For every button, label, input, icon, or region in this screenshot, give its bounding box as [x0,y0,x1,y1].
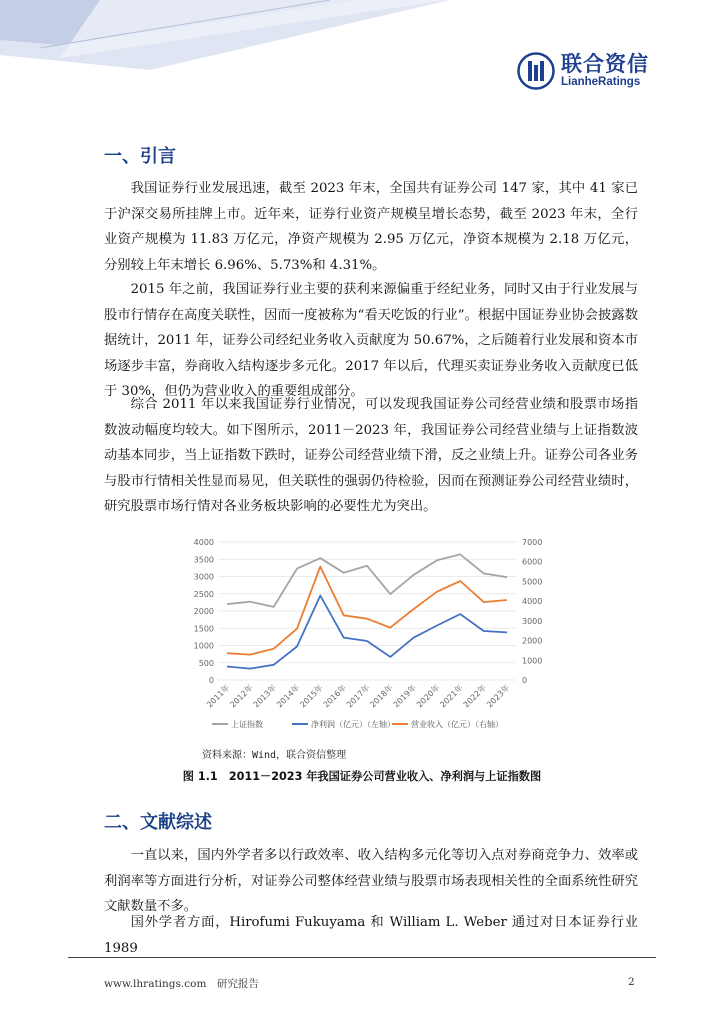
page-number: 2 [628,976,635,988]
x-axis-tick-label: 2016年 [321,683,349,710]
right-axis-tick-label: 0 [522,676,528,685]
left-axis-tick-label: 2000 [193,607,214,616]
section-heading-introduction: 一、引言 [104,146,176,167]
footer-divider [68,957,656,958]
section-heading-literature-review: 二、文献综述 [104,812,212,833]
legend-label: 营业收入（亿元）（右轴） [411,720,503,729]
right-axis-tick-label: 4000 [522,597,543,607]
left-axis-tick-label: 1000 [193,641,214,651]
right-axis-tick-label: 2000 [522,636,543,646]
right-axis-tick-label: 1000 [522,656,543,666]
x-axis-tick-label: 2011年 [204,683,232,710]
x-axis-tick-label: 2014年 [274,683,302,710]
x-axis-tick-label: 2015年 [298,683,325,710]
right-axis-tick-label: 5000 [522,577,543,587]
left-axis-tick-label: 500 [198,658,214,668]
x-axis-tick-label: 2013年 [251,683,279,710]
x-axis-tick-label: 2020年 [414,683,442,710]
footer-website: www.lhratings.com 研究报告 [104,978,259,990]
lianhe-logo-icon [517,52,555,90]
legend-label: 净利润（亿元）（左轴） [311,720,395,729]
left-axis-tick-label: 3500 [193,555,214,565]
x-axis-tick-label: 2022年 [461,683,489,710]
x-axis-tick-label: 2017年 [344,683,372,710]
right-axis-tick-label: 3000 [522,616,543,626]
logo-english-name: LianheRatings [561,76,641,88]
right-axis-tick-label: 7000 [522,538,543,547]
intro-paragraph-1: 我国证券行业发展迅速，截至 2023 年末，全国共有证券公司 147 家，其中 41 家已于沪深交易所挂牌上市。近年来，证券行业资产规模呈增长态势，截至 2023 年末，全行业资产规模为 11.83 万亿元，净资产规模为 2.95 万亿元，净资本规模为 2.18 万亿元，分别较上年末增长 6.96%、5.73%和 4.31%。 [104,181,638,273]
legend-label: 上证指数 [231,720,263,729]
x-axis-tick-label: 2021年 [438,683,465,710]
literature-paragraph-1: 一直以来，国内外学者多以行政效率、收入结构多元化等切入点对券商竞争力、效率或利润率等方面进行分析，对证券公司整体经营业绩与股票市场表现相关性的全面系统性研究文献数量不多。 [104,848,638,914]
left-axis-tick-label: 2500 [193,589,214,599]
left-axis-tick-label: 0 [208,676,214,685]
right-axis-tick-label: 6000 [522,557,543,567]
figure-source-note: 资料来源：Wind，联合资信整理 [202,750,347,761]
brand-logo [517,52,649,90]
left-axis-tick-label: 1500 [193,624,214,634]
intro-paragraph-3: 综合 2011 年以来我国证券行业情况，可以发现我国证券公司经营业绩和股票市场指数波动幅度均较大。如下图所示，2011－2023 年，我国证券公司经营业绩与上证指数波动基本同步，当上证指数下跌时，证券公司经营业绩下滑，反之业绩上升。证券公司各业务与股市行情相关性显而易见，但关联性的强弱仍待检验，因而在预测证券公司经营业绩时，研究股票市场行情对各业务板块影响的必要性尤为突出。 [104,397,638,514]
left-axis-tick-label: 3000 [193,572,214,582]
logo-chinese-name: 联合资信 [561,52,649,76]
figure-caption: 图 1.1 2011－2023 年我国证券公司营业收入、净利润与上证指数图 [182,770,542,783]
x-axis-tick-label: 2012年 [228,683,255,710]
series-line [227,554,507,607]
x-axis-tick-label: 2018年 [368,683,395,710]
x-axis-tick-label: 2023年 [484,683,512,710]
literature-paragraph-2: 国外学者方面，Hirofumi Fukuyama 和 William L. Weber 通过对日本证券行业 1989 [104,915,638,956]
left-axis-tick-label: 4000 [193,538,214,547]
intro-paragraph-2: 2015 年之前，我国证券行业主要的获利来源偏重于经纪业务，同时又由于行业发展与股市行情存在高度关联性，因而一度被称为“看天吃饭的行业”。根据中国证券业协会披露数据统计，2011 年，证券公司经纪业务收入贡献度为 50.67%，之后随着行业发展和资本市场逐步丰富，券商收入结构逐步多元化。2017 年以后，代理买卖证券业务收入贡献度已低于 30%，但仍为营业收入的重要组成部分。 [104,282,638,399]
x-axis-tick-label: 2019年 [391,683,419,710]
performance-index-chart [180,530,552,742]
